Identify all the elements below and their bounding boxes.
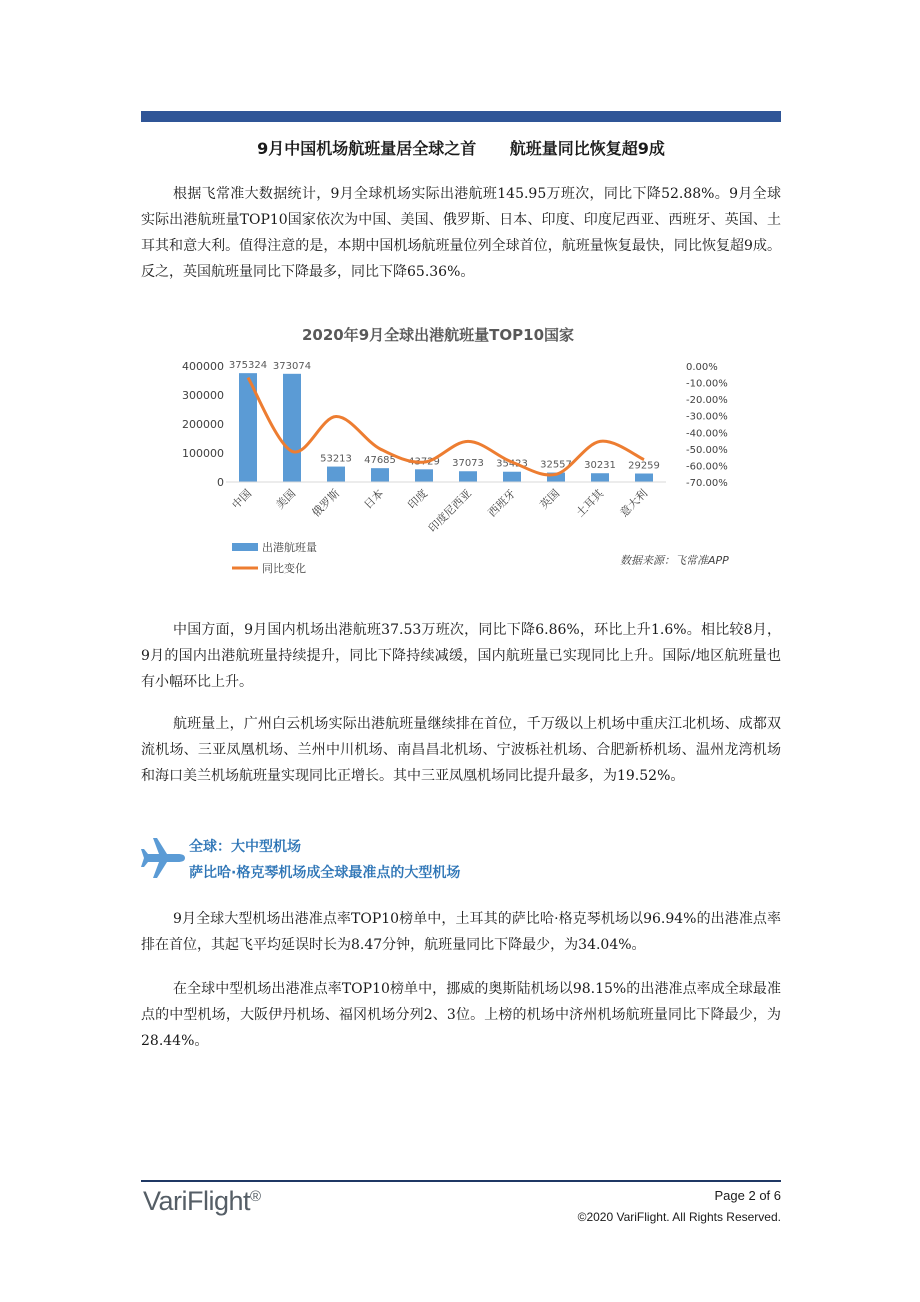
right-axis-tick: -50.00%: [686, 444, 728, 456]
bar-data-label: 375324: [228, 360, 268, 372]
header-rule: [141, 111, 781, 122]
bar-data-label: 30231: [584, 460, 616, 472]
paragraph-china: 中国方面，9月国内机场出港航班37.53万班次，同比下降6.86%，环比上升1.6%。相比较8月，9月的国内出港航班量持续提升，同比下降持续减缓，国内航班量已实现同比上升。国际/地区航班量也有小幅环比上升。: [141, 622, 781, 690]
right-axis-tick: -70.00%: [686, 478, 728, 489]
bar-data-label: 32557: [540, 459, 572, 471]
left-axis-tick: 400000: [182, 360, 224, 373]
footer-rule: [141, 1180, 781, 1182]
bar-美国: [283, 374, 301, 482]
category-label: 土耳其: [573, 486, 607, 520]
category-label: 印度尼西亚: [426, 486, 475, 536]
category-label: 俄罗斯: [309, 486, 343, 520]
bar-日本: [371, 468, 389, 482]
chart-source: 数据来源：飞常准APP: [620, 554, 729, 567]
bar-data-label: 43729: [408, 456, 440, 468]
bar-西班牙: [503, 472, 521, 482]
page-number: Page 2 of 6: [714, 1188, 781, 1203]
paragraph-intro: 根据飞常准大数据统计，9月全球机场实际出港航班145.95万班次，同比下降52.88%。9月全球实际出港航班量TOP10国家依次为中国、美国、俄罗斯、日本、印度、印度尼西亚、西班牙、英国、土耳其和意大利。值得注意的是，本期中国机场航班量位列全球首位，航班量恢复最快，同比恢复超9成。反之，英国航班量同比下降最多，同比下降65.36%。: [141, 186, 781, 280]
page-title: 9月中国机场航班量居全球之首 航班量同比恢复超9成: [257, 139, 665, 158]
category-label: 西班牙: [485, 486, 519, 520]
category-label: 日本: [361, 486, 387, 512]
section-subtitle: 萨比哈·格克琴机场成全球最准点的大型机场: [189, 865, 461, 881]
bar-data-label: 53213: [320, 453, 352, 465]
right-axis-tick: -40.00%: [686, 428, 728, 440]
bar-data-label: 35423: [496, 458, 528, 470]
chart-title: 2020年9月全球出港航班量TOP10国家: [301, 326, 575, 344]
legend-label-bar: 出港航班量: [262, 541, 317, 554]
right-axis-tick: -60.00%: [686, 461, 728, 473]
category-label: 意大利: [617, 486, 651, 520]
category-label: 英国: [537, 486, 563, 512]
category-label: 印度: [405, 486, 431, 512]
bar-data-label: 47685: [364, 455, 396, 467]
logo-registered-mark: ®: [250, 1188, 261, 1205]
right-axis-tick: -20.00%: [686, 395, 728, 407]
variflight-logo: [143, 1186, 261, 1217]
flight-volume-chart: [180, 318, 760, 580]
left-axis-tick: 200000: [182, 418, 224, 431]
right-axis-tick: 0.00%: [686, 362, 718, 373]
legend-swatch-bar: [232, 543, 258, 551]
left-axis-tick: 100000: [182, 447, 224, 460]
bar-data-label: 37073: [452, 458, 484, 470]
bar-印度尼西亚: [459, 471, 477, 482]
airplane-icon: [141, 834, 185, 882]
logo-text: VariFlight: [143, 1186, 251, 1216]
legend-label-line: 同比变化: [262, 562, 306, 575]
left-axis-tick: 0: [217, 476, 224, 489]
paragraph-airports: 航班量上，广州白云机场实际出港航班量继续排在首位，千万级以上机场中重庆江北机场、成都双流机场、三亚凤凰机场、兰州中川机场、南昌昌北机场、宁波栎社机场、合肥新桥机场、温州龙湾机场和海口美兰机场航班量实现同比正增长。其中三亚凤凰机场同比提升最多，为19.52%。: [141, 716, 781, 784]
section-title: 全球：大中型机场: [189, 839, 301, 855]
paragraph-large-airports: 9月全球大型机场出港准点率TOP10榜单中，土耳其的萨比哈·格克琴机场以96.94%的出港准点率排在首位，其起飞平均延误时长为8.47分钟，航班量同比下降最少，为34.04%。: [141, 911, 781, 953]
right-axis-tick: -10.00%: [686, 378, 728, 390]
copyright: ©2020 VariFlight. All Rights Reserved.: [577, 1210, 781, 1224]
category-label: 美国: [273, 486, 299, 512]
left-axis-tick: 300000: [182, 389, 224, 402]
bar-意大利: [635, 474, 653, 482]
bar-印度: [415, 469, 433, 482]
category-label: 中国: [229, 486, 255, 512]
right-axis-tick: -30.00%: [686, 411, 728, 423]
section-heading: [141, 830, 781, 886]
bar-data-label: 29259: [628, 460, 660, 472]
bar-土耳其: [591, 473, 609, 482]
bar-俄罗斯: [327, 467, 345, 482]
paragraph-medium-airports: 在全球中型机场出港准点率TOP10榜单中，挪威的奥斯陆机场以98.15%的出港准点率成全球最准点的中型机场，大阪伊丹机场、福冈机场分列2、3位。上榜的机场中济州机场航班量同比下降最少，为28.44%。: [141, 981, 781, 1049]
bar-data-label: 373074: [272, 360, 312, 372]
